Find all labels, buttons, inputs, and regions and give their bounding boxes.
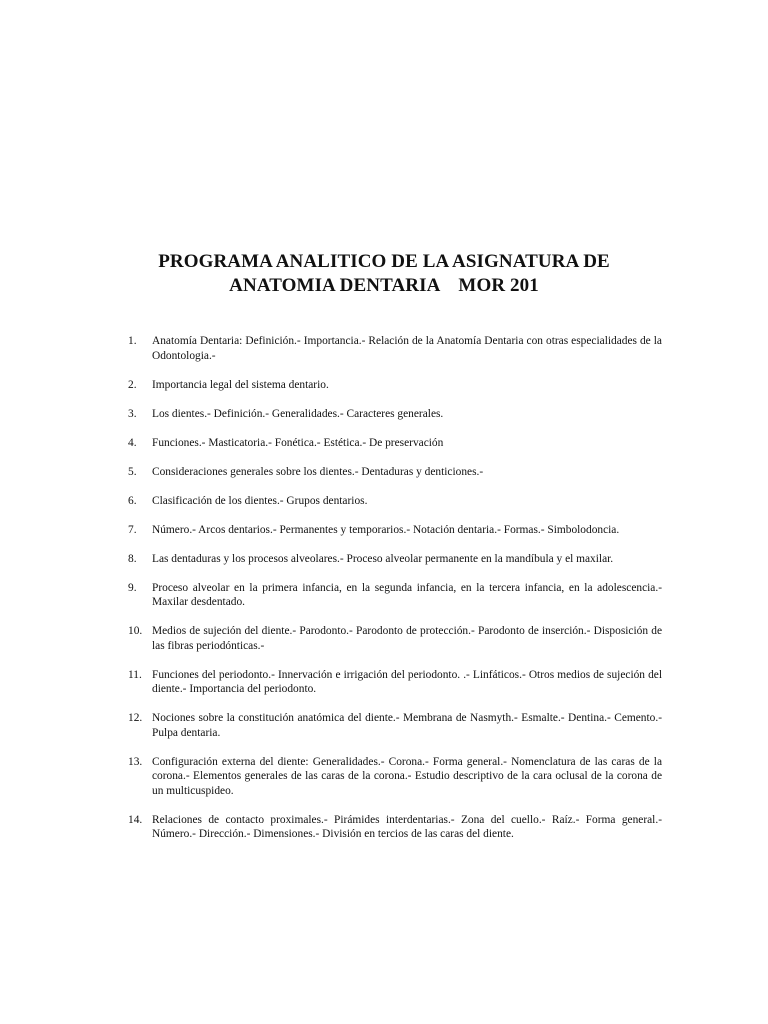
item-number: 14. <box>128 813 143 826</box>
document-title <box>0 250 768 298</box>
topic-list <box>124 334 662 856</box>
item-text: Anatomía Dentaria: Definición.- Importancia.- Relación de la Anatomía Dentaria con otras especialidades de la Odontologia.- <box>152 335 662 362</box>
item-text: Importancia legal del sistema dentario. <box>152 378 329 391</box>
item-text: Funciones.- Masticatoria.- Fonética.- Estética.- De preservación <box>152 436 444 449</box>
list-item <box>124 378 662 393</box>
item-number: 9. <box>128 581 137 594</box>
list-item <box>124 624 662 653</box>
item-number: 2. <box>128 378 137 391</box>
item-number: 12. <box>128 712 143 724</box>
list-item <box>124 813 662 842</box>
list-item <box>124 711 662 740</box>
list-item <box>124 436 662 451</box>
item-text: Relaciones de contacto proximales.- Pirámides interdentarias.- Zona del cuello.- Raíz.- Forma general.- Número.- Dirección.- Dimensiones.- División en tercios de las caras del diente. <box>152 813 662 840</box>
item-text: Funciones del periodonto.- Innervación e irrigación del periodonto. .- Linfáticos.- Otros medios de sujeción del diente.- Importancia del periodonto. <box>152 668 662 695</box>
list-item <box>124 755 662 799</box>
item-text: Los dientes.- Definición.- Generalidades.- Caracteres generales. <box>152 407 444 420</box>
list-item <box>124 552 662 567</box>
list-item <box>124 494 662 509</box>
title-line-2 <box>0 274 768 298</box>
item-number: 8. <box>128 552 137 565</box>
item-text: Configuración externa del diente: Generalidades.- Corona.- Forma general.- Nomenclatura de las caras de la corona.- Elementos generales de las caras de la corona.- Estudio descriptivo de la cara oclusal de la corona de un multicuspideo. <box>152 755 662 797</box>
list-item <box>124 523 662 538</box>
item-number: 10. <box>128 625 143 637</box>
list-item <box>124 407 662 422</box>
course-code: MOR 201 <box>458 275 539 296</box>
item-text: Proceso alveolar en la primera infancia, en la segunda infancia, en la tercera infancia, en la adolescencia.- Maxilar desdentado. <box>152 581 662 608</box>
item-number: 1. <box>128 335 137 347</box>
item-text: Número.- Arcos dentarios.- Permanentes y temporarios.- Notación dentaria.- Formas.- Simbolodoncia. <box>152 523 620 536</box>
item-number: 11. <box>128 668 142 681</box>
list-item <box>124 668 662 697</box>
list-item <box>124 465 662 480</box>
item-number: 4. <box>128 436 137 449</box>
title-line-1: PROGRAMA ANALITICO DE LA ASIGNATURA DE <box>158 251 610 272</box>
item-number: 6. <box>128 494 137 507</box>
item-number: 5. <box>128 465 137 478</box>
item-text: Clasificación de los dientes.- Grupos dentarios. <box>152 494 368 507</box>
item-number: 7. <box>128 523 137 536</box>
list-item <box>124 581 662 610</box>
item-text: Las dentaduras y los procesos alveolares.- Proceso alveolar permanente en la mandíbula y el maxilar. <box>152 552 614 565</box>
item-number: 3. <box>128 407 137 420</box>
course-name: ANATOMIA DENTARIA <box>229 275 441 296</box>
list-item <box>124 334 662 363</box>
item-text: Medios de sujeción del diente.- Parodonto.- Parodonto de protección.- Parodonto de inserción.- Disposición de las fibras periodónticas.- <box>152 625 662 652</box>
item-text: Consideraciones generales sobre los dientes.- Dentaduras y denticiones.- <box>152 465 484 478</box>
item-text: Nociones sobre la constitución anatómica del diente.- Membrana de Nasmyth.- Esmalte.- Dentina.- Cemento.- Pulpa dentaria. <box>152 712 662 739</box>
item-number: 13. <box>128 755 143 768</box>
